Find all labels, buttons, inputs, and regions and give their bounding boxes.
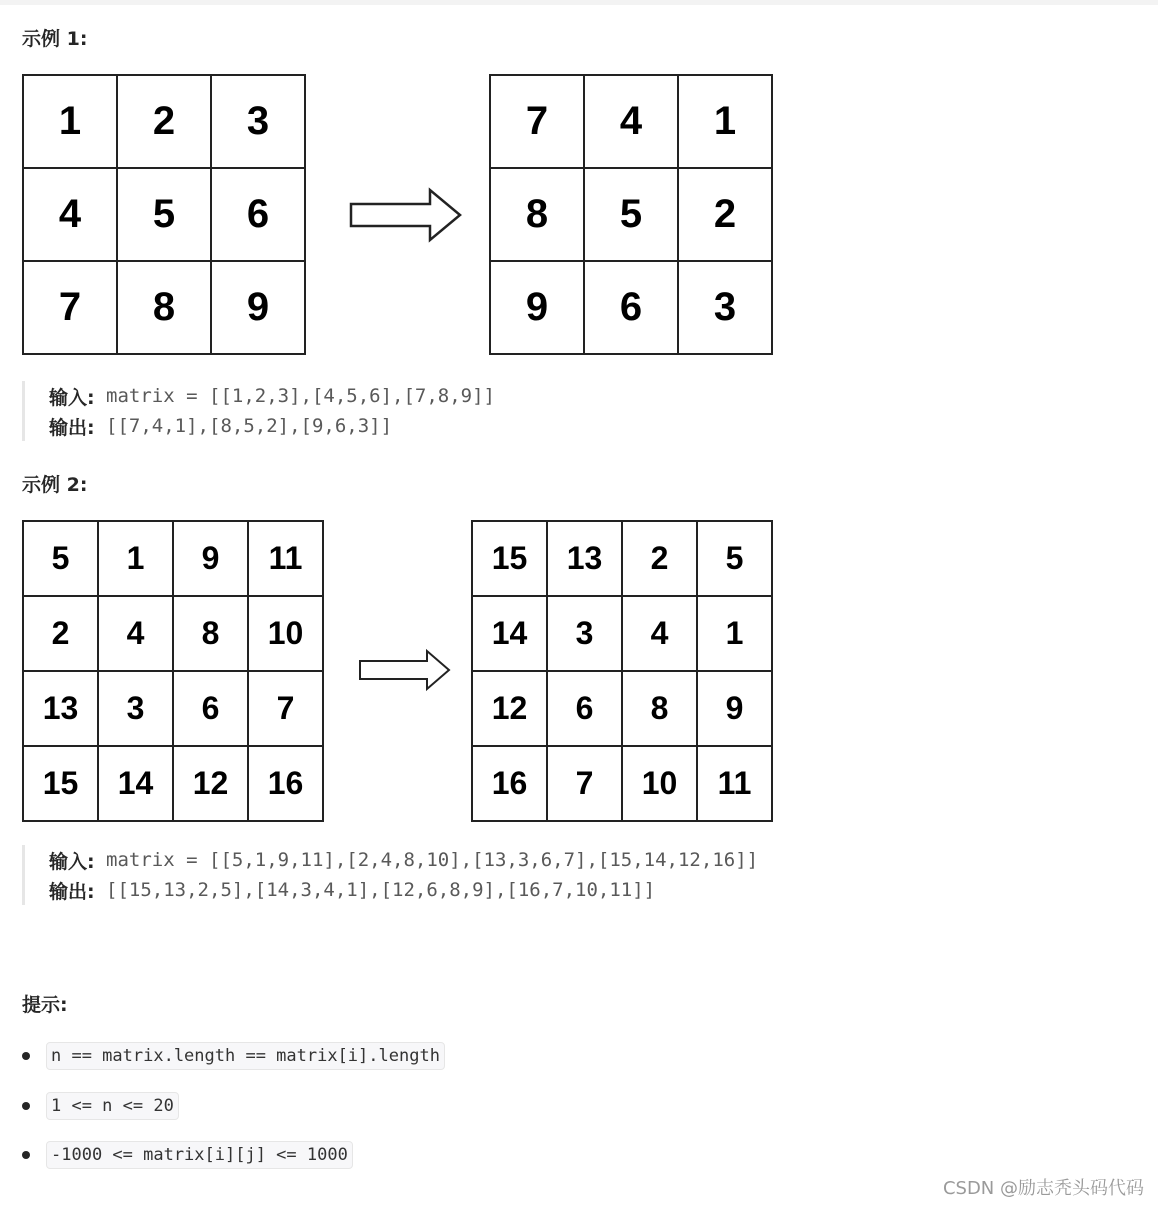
matrix-cell: 2	[118, 76, 210, 167]
matrix-cell: 9	[491, 262, 583, 353]
hints-heading: 提示:	[22, 994, 68, 1016]
matrix-cell: 14	[99, 747, 172, 820]
bullet-icon	[22, 1151, 30, 1159]
bullet-icon	[22, 1102, 30, 1110]
matrix-cell: 11	[249, 522, 322, 595]
matrix-cell: 3	[212, 76, 304, 167]
input-label: 输入:	[49, 850, 95, 873]
matrix-cell: 5	[698, 522, 771, 595]
hint-code: n == matrix.length == matrix[i].length	[46, 1042, 445, 1070]
matrix-cell: 13	[24, 672, 97, 745]
hint-item	[22, 1141, 353, 1169]
hint-item	[22, 1092, 179, 1120]
example1-output-line	[49, 411, 495, 441]
matrix-cell: 12	[174, 747, 247, 820]
watermark: CSDN @励志秃头码代码	[942, 1178, 1144, 1199]
output-value: [[15,13,2,5],[14,3,4,1],[12,6,8,9],[16,7,10,11]]	[94, 879, 656, 901]
matrix-cell: 2	[24, 597, 97, 670]
hint-item	[22, 1042, 445, 1070]
matrix-cell: 2	[623, 522, 696, 595]
matrix-cell: 4	[99, 597, 172, 670]
right-arrow-icon	[348, 187, 464, 243]
input-value: matrix = [[5,1,9,11],[2,4,8,10],[13,3,6,7],[15,14,12,16]]	[94, 849, 759, 871]
hint-code: 1 <= n <= 20	[46, 1092, 179, 1120]
matrix-cell: 15	[473, 522, 546, 595]
matrix-cell: 8	[118, 262, 210, 353]
input-value: matrix = [[1,2,3],[4,5,6],[7,8,9]]	[94, 385, 495, 407]
matrix-cell: 10	[623, 747, 696, 820]
matrix-cell: 8	[174, 597, 247, 670]
matrix-cell: 9	[212, 262, 304, 353]
example1-input-matrix	[22, 74, 306, 355]
matrix-cell: 9	[174, 522, 247, 595]
matrix-cell: 7	[24, 262, 116, 353]
matrix-cell: 1	[99, 522, 172, 595]
matrix-cell: 5	[118, 169, 210, 260]
example1-input-line	[49, 381, 495, 411]
example2-input-line	[49, 845, 758, 875]
hint-code: -1000 <= matrix[i][j] <= 1000	[46, 1141, 353, 1169]
matrix-cell: 6	[585, 262, 677, 353]
matrix-cell: 7	[491, 76, 583, 167]
matrix-cell: 4	[585, 76, 677, 167]
top-divider	[0, 0, 1158, 5]
example2-io-block	[22, 845, 758, 905]
input-label: 输入:	[49, 386, 95, 409]
matrix-cell: 9	[698, 672, 771, 745]
example1-heading: 示例 1:	[22, 28, 88, 50]
matrix-cell: 4	[24, 169, 116, 260]
matrix-cell: 7	[249, 672, 322, 745]
bullet-icon	[22, 1052, 30, 1060]
matrix-cell: 14	[473, 597, 546, 670]
matrix-cell: 1	[24, 76, 116, 167]
example1-output-matrix	[489, 74, 773, 355]
matrix-cell: 6	[174, 672, 247, 745]
matrix-cell: 11	[698, 747, 771, 820]
matrix-cell: 3	[99, 672, 172, 745]
matrix-cell: 6	[548, 672, 621, 745]
matrix-cell: 3	[679, 262, 771, 353]
matrix-cell: 15	[24, 747, 97, 820]
example2-input-matrix	[22, 520, 324, 822]
matrix-cell: 5	[585, 169, 677, 260]
matrix-cell: 8	[623, 672, 696, 745]
matrix-cell: 6	[212, 169, 304, 260]
output-value: [[7,4,1],[8,5,2],[9,6,3]]	[94, 415, 393, 437]
output-label: 输出:	[49, 416, 95, 439]
matrix-cell: 13	[548, 522, 621, 595]
matrix-cell: 7	[548, 747, 621, 820]
matrix-cell: 10	[249, 597, 322, 670]
matrix-cell: 1	[679, 76, 771, 167]
example2-heading: 示例 2:	[22, 474, 88, 496]
matrix-cell: 3	[548, 597, 621, 670]
example2-output-matrix	[471, 520, 773, 822]
matrix-cell: 12	[473, 672, 546, 745]
matrix-cell: 8	[491, 169, 583, 260]
output-label: 输出:	[49, 880, 95, 903]
matrix-cell: 16	[249, 747, 322, 820]
right-arrow-icon	[357, 648, 453, 694]
matrix-cell: 16	[473, 747, 546, 820]
matrix-cell: 5	[24, 522, 97, 595]
matrix-cell: 4	[623, 597, 696, 670]
example2-output-line	[49, 875, 758, 905]
matrix-cell: 2	[679, 169, 771, 260]
example1-io-block	[22, 381, 495, 441]
matrix-cell: 1	[698, 597, 771, 670]
